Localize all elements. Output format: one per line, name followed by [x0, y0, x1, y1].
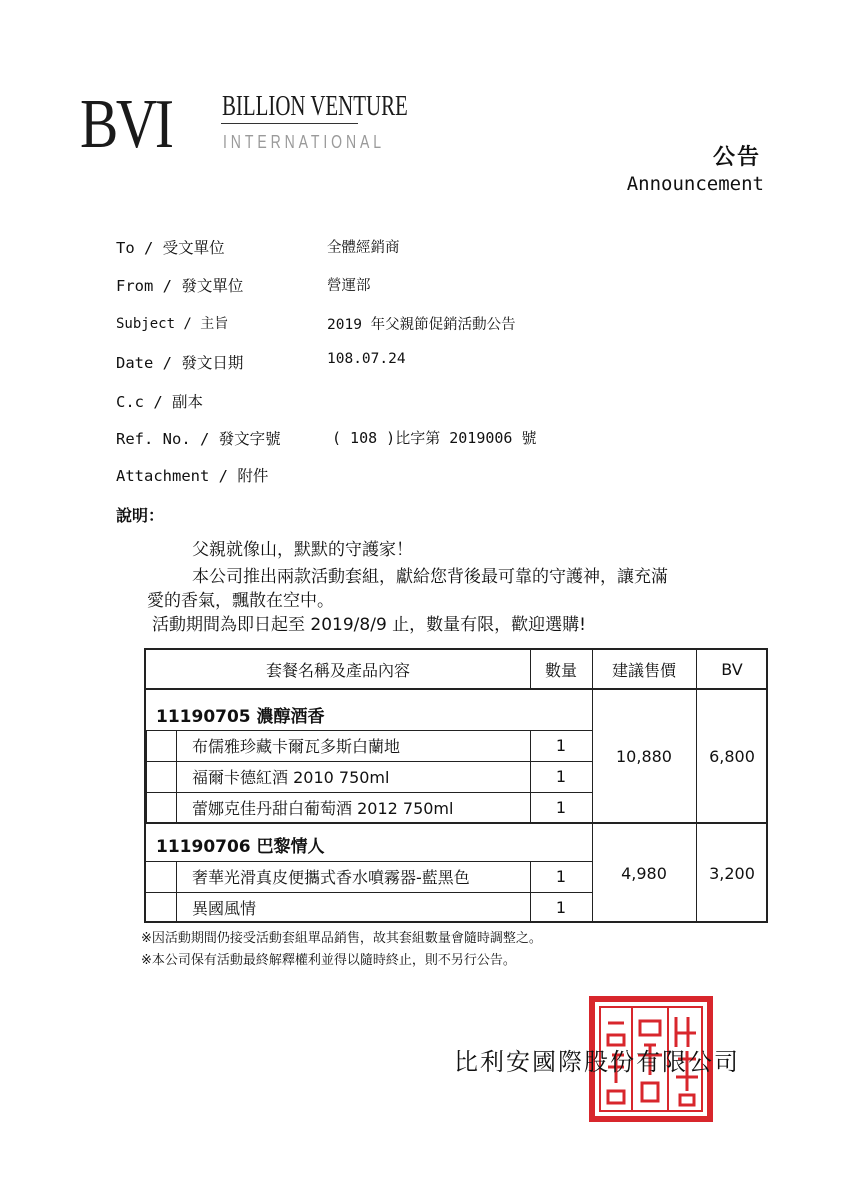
- item-name: 福爾卡德紅酒 2010 750ml: [192, 768, 390, 787]
- subject-label: Subject / 主旨: [116, 316, 229, 332]
- package-title: 11190706 巴黎情人: [156, 836, 325, 857]
- from-value: 營運部: [327, 278, 371, 294]
- logo-name: BILLION VENTURE: [222, 90, 408, 122]
- item-qty: 1: [555, 867, 567, 886]
- logo-subtitle: INTERNATIONAL: [223, 132, 385, 152]
- item-name: 異國風情: [192, 899, 257, 918]
- header-bv: BV: [721, 659, 743, 679]
- subject-value: 2019 年父親節促銷活動公告: [327, 317, 516, 333]
- item-name: 奢華光滑真皮便攜式香水噴霧器-藍黑色: [192, 868, 470, 887]
- note-1: ※因活動期間仍接受活動套組單品銷售，故其套組數量會隨時調整之。: [141, 931, 542, 946]
- attachment-label: Attachment / 附件: [116, 467, 269, 485]
- item-name: 蕾娜克佳丹甜白葡萄酒 2012 750ml: [192, 799, 454, 818]
- item-qty: 1: [555, 798, 567, 817]
- col-divider: [530, 730, 531, 822]
- title-english: Announcement: [626, 173, 764, 195]
- package-price: 4,980: [621, 864, 667, 883]
- item-qty: 1: [555, 898, 567, 917]
- package-bv: 6,800: [709, 746, 755, 766]
- paragraph-2a: 本公司推出兩款活動套組，獻給您背後最可靠的守護神，讓充滿: [192, 567, 668, 587]
- header-price: 建議售價: [611, 660, 676, 680]
- note-2: ※本公司保有活動最終解釋權利並得以隨時終止，則不另行公告。: [141, 953, 516, 968]
- promotion-table: [144, 648, 768, 923]
- item-qty: 1: [555, 736, 567, 755]
- paragraph-2b: 愛的香氣，飄散在空中。: [147, 591, 334, 611]
- row-divider: [146, 730, 147, 822]
- package-title: 11190705 濃醇酒香: [156, 706, 325, 727]
- ref-label: Ref. No. / 發文字號: [116, 430, 281, 448]
- title-chinese: 公告: [712, 144, 761, 170]
- date-label: Date / 發文日期: [116, 354, 244, 372]
- logo-mark: BVI: [80, 86, 172, 163]
- company-name: 比利安國際股份有限公司: [454, 1048, 740, 1076]
- to-value: 全體經銷商: [327, 240, 400, 256]
- paragraph-1: 父親就像山，默默的守護家！: [192, 540, 413, 560]
- to-label: To / 受文單位: [116, 239, 225, 257]
- header-package: 套餐名稱及產品內容: [265, 660, 410, 680]
- description-heading: 說明：: [116, 506, 165, 525]
- col-divider: [530, 861, 531, 923]
- package-bv: 3,200: [709, 864, 755, 883]
- indent-divider: [176, 861, 177, 923]
- package-price: 10,880: [616, 746, 672, 766]
- date-value: 108.07.24: [327, 351, 406, 367]
- logo-divider: [221, 123, 358, 124]
- paragraph-3: 活動期間為即日起至 2019/8/9 止，數量有限，歡迎選購!: [152, 615, 586, 635]
- col-divider: [530, 650, 531, 688]
- indent-divider: [176, 730, 177, 822]
- item-qty: 1: [555, 767, 567, 786]
- from-label: From / 發文單位: [116, 277, 244, 295]
- cc-label: C.c / 副本: [116, 393, 203, 411]
- item-name: 布儒雅珍藏卡爾瓦多斯白蘭地: [192, 737, 401, 756]
- ref-value: ( 108 )比字第 2019006 號: [332, 429, 537, 447]
- header-qty: 數量: [544, 660, 577, 680]
